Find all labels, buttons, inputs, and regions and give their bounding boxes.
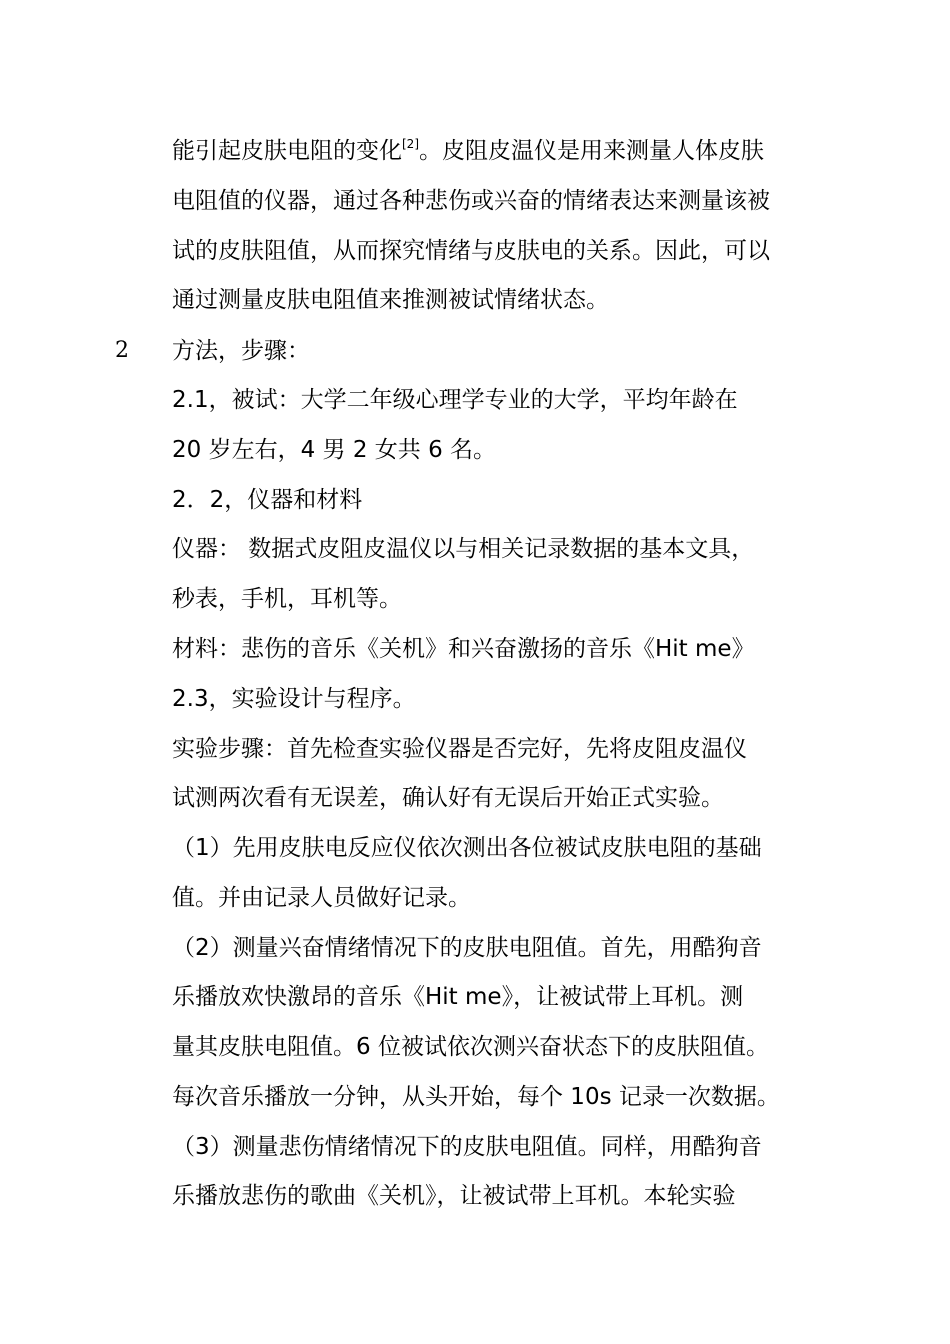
- para1-line-3: 试的皮肤阻值，从而探究情绪与皮肤电的关系。因此，可以: [172, 238, 770, 264]
- para1-line-2: 电阻值的仪器，通过各种悲伤或兴奋的情绪表达来测量该被: [172, 188, 770, 214]
- instruments-line-1: 仪器： 数据式皮阻皮温仪以与相关记录数据的基本文具，: [172, 536, 755, 562]
- step-1-line-2: 值。并由记录人员做好记录。: [172, 885, 471, 911]
- procedure-line-2: 试测两次看有无误差，确认好有无误后开始正式实验。: [172, 785, 724, 811]
- para1-line-1: [172, 136, 764, 166]
- step-1-line-1: （1）先用皮肤电反应仪依次测出各位被试皮肤电阻的基础: [172, 835, 762, 861]
- subjects-line-2: 20 岁左右，4 男 2 女共 6 名。: [172, 437, 497, 463]
- citation-ref: [2]: [402, 137, 419, 151]
- section-2-number: 2: [115, 338, 129, 363]
- step-3-line-1: （3）测量悲伤情绪情况下的皮肤电阻值。同样，用酷狗音: [172, 1134, 762, 1160]
- step-2-line-4: 每次音乐播放一分钟，从头开始，每个 10s 记录一次数据。: [172, 1084, 780, 1110]
- step-2-line-3: 量其皮肤电阻值。6 位被试依次测兴奋状态下的皮肤阻值。: [172, 1034, 769, 1060]
- section-2-heading: 方法，步骤：: [172, 338, 310, 364]
- step-2-line-2: 乐播放欢快激昂的音乐《Hit me》，让被试带上耳机。测: [172, 984, 744, 1010]
- step-2-line-1: （2）测量兴奋情绪情况下的皮肤电阻值。首先，用酷狗音: [172, 935, 762, 961]
- section-2-2-heading: 2．2，仪器和材料: [172, 487, 363, 513]
- materials-line: 材料：悲伤的音乐《关机》和兴奋激扬的音乐《Hit me》: [172, 636, 755, 662]
- instruments-line-2: 秒表，手机，耳机等。: [172, 586, 402, 612]
- subjects-line-1: 2.1，被试：大学二年级心理学专业的大学，平均年龄在: [172, 387, 738, 413]
- step-3-line-2: 乐播放悲伤的歌曲《关机》，让被试带上耳机。本轮实验: [172, 1183, 736, 1209]
- section-2-3-heading: 2.3，实验设计与程序。: [172, 686, 416, 712]
- procedure-line-1: 实验步骤：首先检查实验仪器是否完好，先将皮阻皮温仪: [172, 736, 747, 762]
- para1-line-4: 通过测量皮肤电阻值来推测被试情绪状态。: [172, 287, 609, 313]
- para1-line-1-text-rest: 。皮阻皮温仪是用来测量人体皮肤: [419, 138, 764, 164]
- para1-line-1-text: 能引起皮肤电阻的变化: [172, 138, 402, 164]
